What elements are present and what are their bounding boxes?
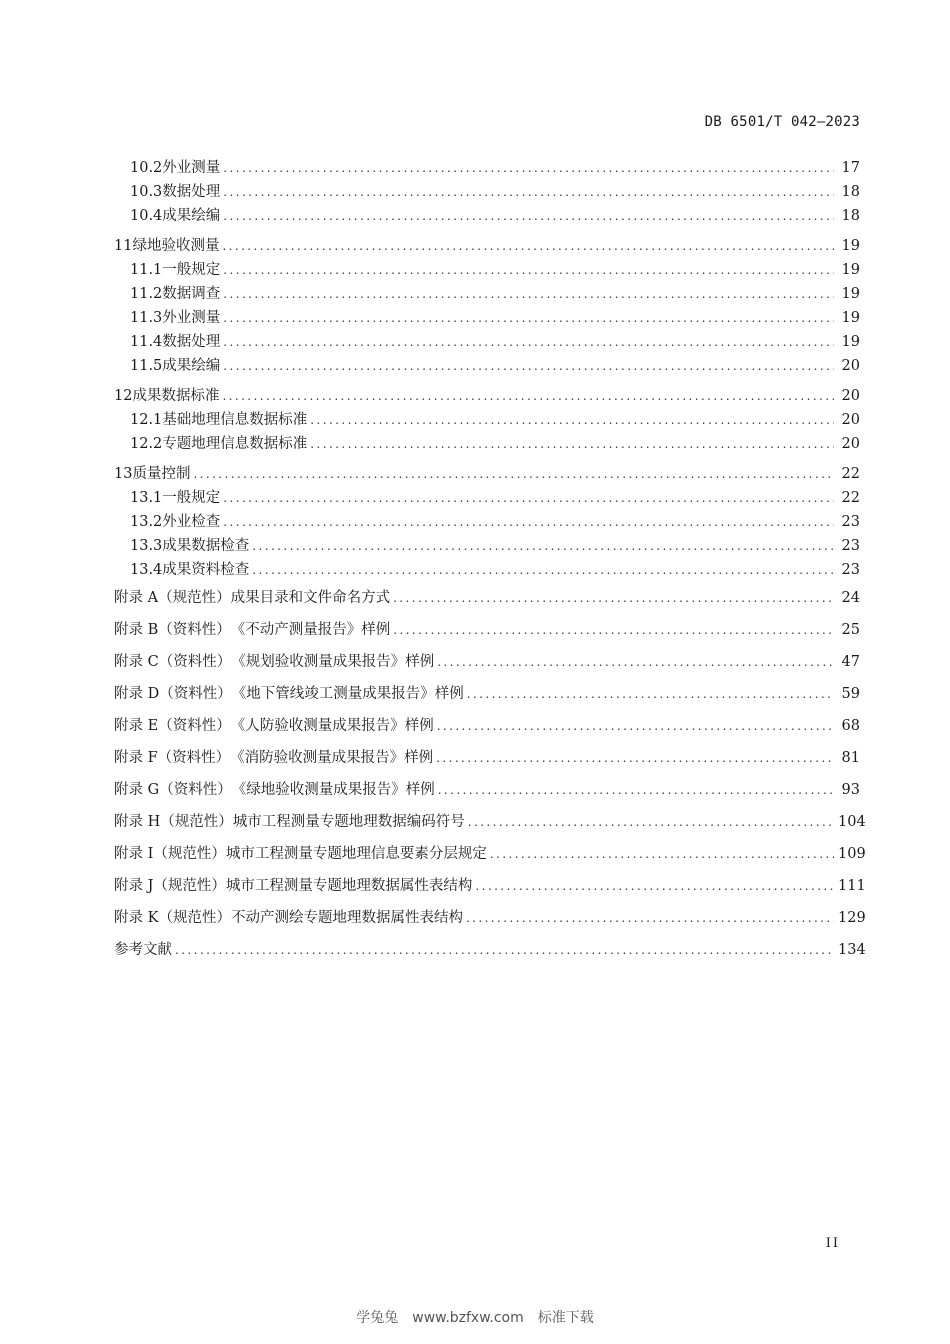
toc-entry[interactable]	[114, 558, 860, 582]
toc-entry-title: 《规划验收测量成果报告》样例	[231, 654, 435, 670]
toc-entry-title: 《地下管线竣工测量成果报告》样例	[231, 686, 464, 702]
toc-entry[interactable]	[114, 258, 860, 282]
toc-section-number: 10.2	[130, 160, 163, 176]
toc-section-number: 11.2	[130, 286, 163, 302]
toc-section-number: 10.4	[130, 208, 163, 224]
toc-page-number: 93	[841, 782, 860, 798]
toc-page-number: 109	[838, 846, 866, 862]
toc-entry-title: 《人防验收测量成果报告》样例	[230, 718, 434, 734]
toc-entry[interactable]	[114, 384, 860, 408]
toc-section-number: 10.3	[130, 184, 163, 200]
toc-leader-dots	[223, 486, 834, 510]
toc-leader-dots	[468, 806, 834, 838]
toc-leader-dots	[310, 408, 834, 432]
toc-page-number: 19	[841, 286, 860, 302]
toc-appendix-label: 附录 H（规范性）	[114, 814, 233, 830]
toc-leader-dots	[223, 330, 834, 354]
toc-entry-title: 一般规定	[162, 490, 221, 506]
toc-leader-dots	[223, 282, 834, 306]
toc-leader-dots	[437, 710, 834, 742]
toc-entry[interactable]	[114, 614, 860, 646]
toc-appendix-label: 附录 E（资料性）	[114, 718, 231, 734]
toc-entry-title: 城市工程测量专题地理数据属性表结构	[225, 878, 473, 894]
toc-leader-dots	[223, 306, 834, 330]
toc-entry[interactable]	[114, 870, 866, 902]
toc-page-number: 17	[841, 160, 860, 176]
toc-appendix-label: 附录 K（规范性）	[114, 910, 231, 926]
toc-leader-dots	[193, 462, 834, 486]
toc-entry-title: 外业测量	[162, 160, 221, 176]
document-id: DB 6501/T 042—2023	[704, 114, 860, 130]
toc-page-number: 19	[841, 238, 860, 254]
toc-leader-dots	[436, 742, 834, 774]
toc-entry-title: 成果绘编	[162, 208, 221, 224]
toc-page-number: 18	[841, 184, 860, 200]
toc-leader-dots	[223, 156, 834, 180]
toc-entry-title: 《不动产测量报告》样例	[230, 622, 391, 638]
toc-entry[interactable]	[114, 306, 860, 330]
toc-entry[interactable]	[114, 432, 860, 456]
toc-leader-dots	[467, 678, 834, 710]
toc-leader-dots	[393, 614, 834, 646]
toc-entry[interactable]	[114, 156, 860, 180]
toc-section-number: 11	[114, 238, 133, 254]
toc-entry[interactable]	[114, 534, 860, 558]
toc-section-number: 11.1	[130, 262, 163, 278]
toc-section-number: 13.4	[130, 562, 163, 578]
toc-entry-title: 成果数据检查	[162, 538, 250, 554]
toc-entry-title: 数据处理	[162, 334, 221, 350]
toc-leader-dots	[223, 510, 834, 534]
toc-appendix-label: 附录 D（资料性）	[114, 686, 232, 702]
toc-page-number: 22	[841, 490, 860, 506]
toc-leader-dots	[252, 558, 834, 582]
toc-leader-dots	[393, 582, 834, 614]
page-number: II	[825, 1236, 840, 1251]
toc-section-number: 13.1	[130, 490, 163, 506]
toc-entry[interactable]	[114, 204, 860, 228]
toc-entry[interactable]	[114, 462, 860, 486]
toc-section-number: 12.2	[130, 436, 163, 452]
toc-entry-title: 质量控制	[132, 466, 191, 482]
toc-entry[interactable]	[114, 282, 860, 306]
toc-entry[interactable]	[114, 486, 860, 510]
toc-entry[interactable]	[114, 678, 860, 710]
toc-entry-title: 成果目录和文件命名方式	[230, 590, 391, 606]
toc-leader-dots	[252, 534, 834, 558]
toc-entry-title: 成果绘编	[162, 358, 221, 374]
toc-leader-dots	[223, 258, 834, 282]
toc-entry[interactable]	[114, 646, 860, 678]
toc-section-number: 13.2	[130, 514, 163, 530]
toc-leader-dots	[223, 204, 834, 228]
toc-leader-dots	[223, 354, 834, 378]
toc-page-number: 23	[841, 562, 860, 578]
toc-appendix-label: 附录 A（规范性）	[114, 590, 231, 606]
toc-section-number: 11.3	[130, 310, 163, 326]
toc-page-number: 129	[838, 910, 866, 926]
toc-page-number: 19	[841, 310, 860, 326]
toc-appendix-label: 附录 C（资料性）	[114, 654, 232, 670]
toc-page-number: 22	[841, 466, 860, 482]
toc-leader-dots	[490, 838, 834, 870]
toc-appendix-label: 附录 G（资料性）	[114, 782, 232, 798]
toc-page-number: 47	[841, 654, 860, 670]
toc-entry[interactable]	[114, 408, 860, 432]
toc-entry[interactable]	[114, 902, 866, 934]
toc-section-number: 11.4	[130, 334, 163, 350]
toc-entry-title: 一般规定	[162, 262, 221, 278]
toc-entry-title: 基础地理信息数据标准	[162, 412, 308, 428]
toc-appendix-label: 附录 J（规范性）	[114, 878, 226, 894]
toc-entry[interactable]	[114, 774, 860, 806]
toc-entry[interactable]	[114, 806, 866, 838]
toc-section-number: 12.1	[130, 412, 163, 428]
toc-entry-title: 外业测量	[162, 310, 221, 326]
toc-entry[interactable]	[114, 582, 860, 614]
toc-leader-dots	[437, 646, 834, 678]
toc-page-number: 23	[841, 514, 860, 530]
toc-entry[interactable]	[114, 510, 860, 534]
toc-entry-title: 《消防验收测量成果报告》样例	[230, 750, 434, 766]
toc-entry-title: 成果资料检查	[162, 562, 250, 578]
toc-section-number: 11.5	[130, 358, 163, 374]
toc-entry[interactable]	[114, 742, 860, 774]
toc-entry-title: 绿地验收测量	[132, 238, 220, 254]
toc-leader-dots	[438, 774, 834, 806]
toc-page-number: 68	[841, 718, 860, 734]
toc-page-number: 134	[838, 942, 866, 958]
toc-entry-title: 参考文献	[114, 942, 172, 958]
toc-page-number: 81	[841, 750, 860, 766]
toc-entry[interactable]	[114, 838, 866, 870]
toc-entry-title: 成果数据标准	[132, 388, 220, 404]
toc-entry[interactable]	[114, 354, 860, 378]
toc-page-number: 18	[841, 208, 860, 224]
toc-entry-title: 数据调查	[162, 286, 221, 302]
toc-leader-dots	[222, 234, 834, 258]
toc-entry[interactable]	[114, 710, 860, 742]
toc-leader-dots	[223, 180, 834, 204]
toc-section-number: 13.3	[130, 538, 163, 554]
toc-page-number: 25	[841, 622, 860, 638]
toc-leader-dots	[175, 934, 834, 966]
toc-page-number: 19	[841, 334, 860, 350]
toc-entry[interactable]	[114, 180, 860, 204]
toc-page-number: 20	[841, 412, 860, 428]
toc-entry-title: 外业检查	[162, 514, 221, 530]
toc-page-number: 20	[841, 436, 860, 452]
toc-section-number: 12	[114, 388, 133, 404]
watermark-text: 学兔兔 www.bzfxw.com 标准下载	[356, 1310, 594, 1326]
toc-entry-title: 《绿地验收测量成果报告》样例	[231, 782, 435, 798]
toc-entry-title: 城市工程测量专题地理数据编码符号	[232, 814, 465, 830]
toc-entry[interactable]	[114, 330, 860, 354]
toc-entry-title: 城市工程测量专题地理信息要素分层规定	[225, 846, 487, 862]
toc-section-number: 13	[114, 466, 133, 482]
toc-entry[interactable]	[114, 234, 860, 258]
toc-page-number: 20	[841, 358, 860, 374]
toc-page-number: 59	[841, 686, 860, 702]
toc-page-number: 111	[838, 878, 866, 894]
toc-appendix-label: 附录 B（资料性）	[114, 622, 231, 638]
toc-page-number: 24	[841, 590, 860, 606]
toc-entry-title: 专题地理信息数据标准	[162, 436, 308, 452]
table-of-contents	[114, 156, 866, 966]
toc-leader-dots	[222, 384, 834, 408]
toc-page-number: 20	[841, 388, 860, 404]
toc-leader-dots	[466, 902, 834, 934]
toc-appendix-label: 附录 F（资料性）	[114, 750, 231, 766]
toc-leader-dots	[475, 870, 834, 902]
toc-page-number: 19	[841, 262, 860, 278]
toc-entry-title: 不动产测绘专题地理数据属性表结构	[230, 910, 463, 926]
toc-entry-title: 数据处理	[162, 184, 221, 200]
toc-page-number: 104	[838, 814, 866, 830]
toc-appendix-label: 附录 I（规范性）	[114, 846, 226, 862]
toc-page-number: 23	[841, 538, 860, 554]
toc-entry[interactable]	[114, 934, 866, 966]
toc-leader-dots	[310, 432, 834, 456]
